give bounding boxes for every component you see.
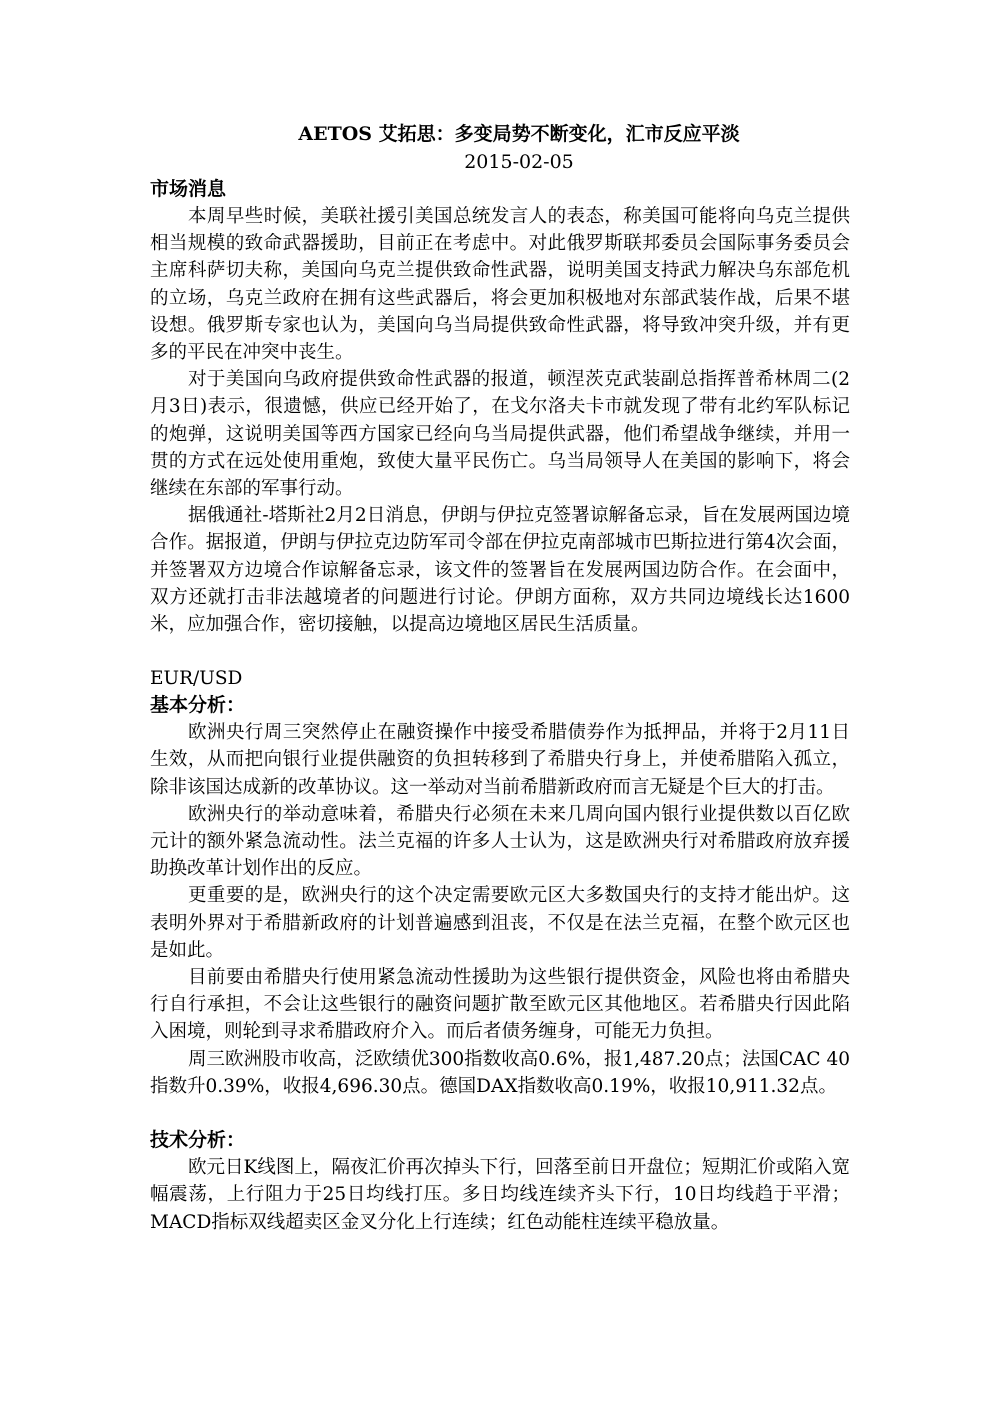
fundamental-paragraph-1: 欧洲央行周三突然停止在融资操作中接受希腊债券作为抵押品，并将于2月11日生效，从而把向银行业提供融资的负担转移到了希腊央行身上，并使希腊陷入孤立，除非该国达成新的改革协议。这一举动对当前希腊新政府而言无疑是个巨大的打击。 bbox=[150, 722, 850, 798]
section-spacer bbox=[150, 638, 850, 665]
fundamental-paragraph-3: 更重要的是，欧洲央行的这个决定需要欧元区大多数国央行的支持才能出炉。这表明外界对于希腊新政府的计划普遍感到沮丧，不仅是在法兰克福，在整个欧元区也是如此。 bbox=[150, 885, 850, 961]
technical-paragraph-1: 欧元日K线图上，隔夜汇价再次掉头下行，回落至前日开盘位；短期汇价或陷入宽幅震荡，上行阻力于25日均线打压。多日均线连续齐头下行，10日均线趋于平滑；MACD指标双线超卖区金叉分化上行连续；红色动能柱连续平稳放量。 bbox=[150, 1157, 850, 1233]
fundamental-analysis-heading: 基本分析： bbox=[150, 694, 246, 717]
fundamental-paragraph-5: 周三欧洲股市收高，泛欧绩优300指数收高0.6%，报1,487.20点；法国CAC 40指数升0.39%，收报4,696.30点。德国DAX指数收高0.19%，收报10,911.32点。 bbox=[150, 1048, 850, 1097]
document-body bbox=[150, 120, 850, 1236]
technical-analysis-heading: 技术分析： bbox=[150, 1129, 246, 1152]
fundamental-paragraph-4: 目前要由希腊央行使用紧急流动性援助为这些银行提供资金，风险也将由希腊央行自行承担，不会让这些银行的融资问题扩散至欧元区其他地区。若希腊央行因此陷入困境，则轮到寻求希腊政府介入。而后者债务缠身，可能无力负担。 bbox=[150, 967, 850, 1043]
document-title: AETOS 艾拓思：多变局势不断变化，汇市反应平淡 bbox=[298, 123, 740, 145]
market-news-paragraph-3: 据俄通社-塔斯社2月2日消息，伊朗与伊拉克签署谅解备忘录，旨在发展两国边境合作。据报道，伊朗与伊拉克边防军司令部在伊拉克南部城市巴斯拉进行第4次会面，并签署双方边境合作谅解备忘录，该文件的签署旨在发展两国边防合作。在会面中，双方还就打击非法越境者的问题进行讨论。伊朗方面称，双方共同边境线长达1600米，应加强合作，密切接触，以提高边境地区居民生活质量。 bbox=[150, 505, 850, 636]
currency-pair-label: EUR/USD bbox=[150, 668, 243, 690]
market-news-heading: 市场消息 bbox=[150, 178, 227, 200]
market-news-paragraph-1: 本周早些时候，美联社援引美国总统发言人的表态，称美国可能将向乌克兰提供相当规模的致命武器援助，目前正在考虑中。对此俄罗斯联邦委员会国际事务委员会主席科萨切夫称，美国向乌克兰提供致命性武器，说明美国支持武力解决乌东部危机的立场，乌克兰政府在拥有这些武器后，将会更加积极地对东部武装作战，后果不堪设想。俄罗斯专家也认为，美国向乌当局提供致命性武器，将导致冲突升级，并有更多的平民在冲突中丧生。 bbox=[150, 206, 850, 364]
document-date: 2015-02-05 bbox=[464, 151, 574, 173]
fundamental-paragraph-2: 欧洲央行的举动意味着，希腊央行必须在未来几周向国内银行业提供数以百亿欧元计的额外紧急流动性。法兰克福的许多人士认为，这是欧洲央行对希腊政府放弃援助换改革计划作出的反应。 bbox=[150, 803, 850, 880]
section-spacer bbox=[150, 1100, 850, 1127]
market-news-paragraph-2: 对于美国向乌政府提供致命性武器的报道，顿涅茨克武装副总指挥普希林周二(2月3日)表示，很遗憾，供应已经开始了，在戈尔洛夫卡市就发现了带有北约军队标记的炮弹，这说明美国等西方国家已经向乌当局提供武器，他们希望战争继续，并用一贯的方式在远处使用重炮，致使大量平民伤亡。乌当局领导人在美国的影响下，将会继续在东部的军事行动。 bbox=[150, 369, 850, 500]
